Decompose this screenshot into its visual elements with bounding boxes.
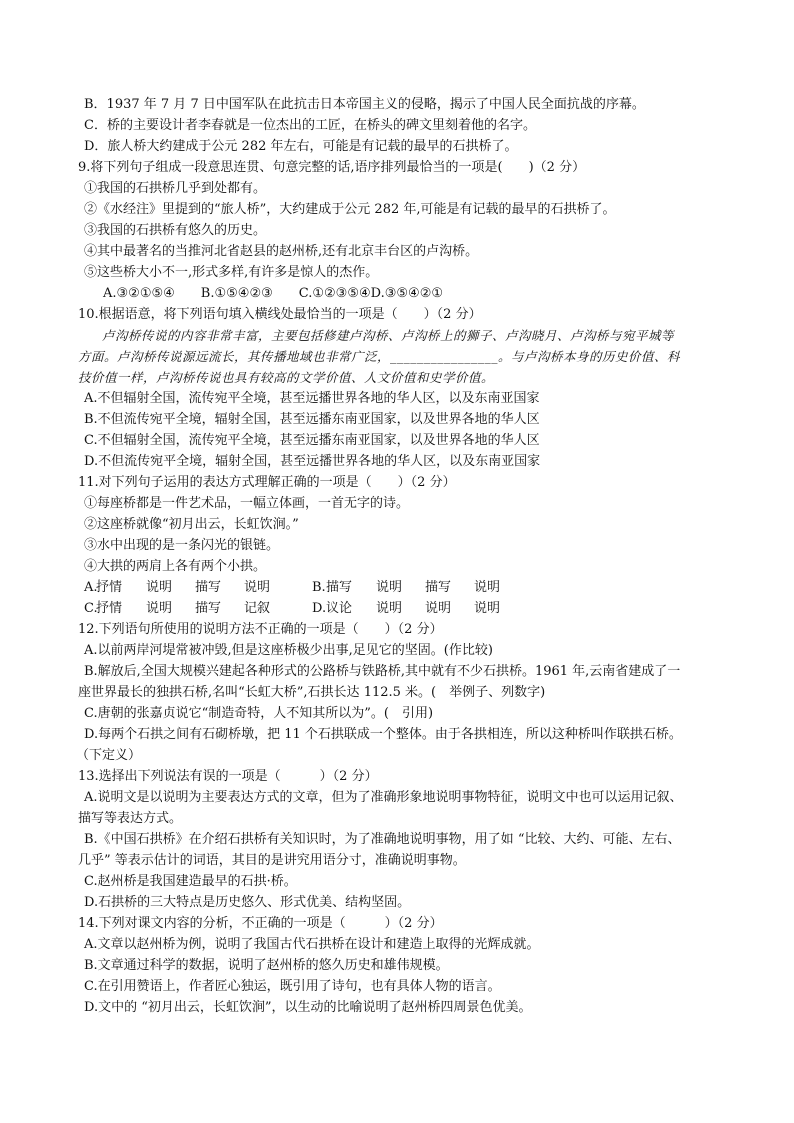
q11-option-letter: B. — [312, 580, 326, 595]
q11-option-letter: D. — [312, 601, 327, 616]
q11-option-word: 说明 — [146, 601, 173, 616]
q13-option-b-line-1: B.《中国石拱桥》在介绍石拱桥有关知识时，为了准确地说明事物，用了如 “比较、大约、可能、左右、 — [84, 832, 681, 847]
question-13: 13.选择出下列说法有误的一项是（ ）（2 分） — [78, 769, 378, 784]
q9-options: A.③②①⑤④ B.①⑤④②③ C.①②③⑤④D.③⑤④②① — [103, 286, 443, 301]
q9-sentence-3: ③我国的石拱桥有悠久的历史。 — [84, 223, 267, 238]
q14-option-b: B.文章通过科学的数据，说明了赵州桥的悠久历史和雄伟规模。 — [84, 958, 449, 973]
q10-option-c: C.不但辐射全国，流传宛平全境，甚至远播东南亚国家，以及世界各地的华人区 — [84, 433, 540, 448]
q13-option-b-line-2: 几乎” 等表示估计的词语，其目的是讲究用语分寸，准确说明事物。 — [78, 853, 466, 868]
q14-option-c: C.在引用赞语上，作者匠心独运，既引用了诗句，也有具体人物的语言。 — [84, 979, 501, 994]
q8-option-b: B．1937 年 7 月 7 日中国军队在此抗击日本帝国主义的侵略，揭示了中国人民全面抗战的序幕。 — [84, 97, 645, 112]
q11-sentence-2: ②这座桥就像“初月出云，长虹饮涧。” — [84, 517, 299, 532]
q10-option-b: B.不但流传宛平全境，辐射全国，甚至远播东南亚国家，以及世界各地的华人区 — [84, 412, 540, 427]
q11-option-word: 抒情 — [96, 601, 123, 616]
q11-option-word: 说明 — [244, 580, 271, 595]
q11-option-word: 描写 — [425, 580, 452, 595]
q11-sentence-4: ④大拱的两肩上各有两个小拱。 — [84, 559, 267, 574]
q13-option-a-line-2: 描写等表达方式。 — [78, 811, 183, 826]
q11-option-letter: C. — [84, 601, 98, 616]
q10-option-a: A.不但辐射全国，流传宛平全境，甚至远播世界各地的华人区，以及东南亚国家 — [84, 391, 540, 406]
q9-sentence-1: ①我国的石拱桥几乎到处都有。 — [84, 181, 267, 196]
question-11: 11.对下列句子运用的表达方式理解正确的一项是（ ）（2 分） — [78, 475, 456, 490]
question-14: 14.下列对课文内容的分析，不正确的一项是（ ）（2 分） — [78, 916, 443, 931]
q11-option-word: 记叙 — [244, 601, 271, 616]
q11-option-word: 描写 — [195, 580, 222, 595]
q10-option-d: D.不但流传宛平全境，辐射全国，甚至远播世界各地的华人区，以及东南亚国家 — [84, 454, 541, 469]
q11-sentence-3: ③水中出现的是一条闪光的银链。 — [84, 538, 280, 553]
q12-option-d-line-1: D.每两个石拱之间有石砌桥墩，把 11 个石拱联成一个整体。由于各拱相连，所以这种桥叫作联拱石桥。 — [84, 727, 682, 742]
q10-passage-line-1: 卢沟桥传说的内容非常丰富，主要包括修建卢沟桥、卢沟桥上的狮子、卢沟晓月、卢沟桥与宛平城等 — [102, 328, 675, 343]
q12-option-b-line-1: B.解放后,全国大规模兴建起各种形式的公路桥与铁路桥,其中就有不少石拱桥。1961 年,云南省建成了一 — [84, 664, 681, 679]
q11-option-word: 说明 — [474, 580, 501, 595]
q10-passage-line-2: 方面。卢沟桥传说源远流长，其传播地域也非常广泛，________________。与卢沟桥本身的历史价值、科 — [78, 349, 681, 364]
q11-option-word: 说明 — [146, 580, 173, 595]
q12-option-b-line-2: 座世界最长的独拱石桥,名叫“长虹大桥”,石拱长达 112.5 米。( 举例子、列数字) — [78, 685, 546, 700]
q14-option-d: D.文中的 “初月出云，长虹饮涧”，以生动的比喻说明了赵州桥四周景色优美。 — [84, 1000, 532, 1015]
q11-option-word: 抒情 — [96, 580, 123, 595]
q11-option-word: 说明 — [376, 580, 403, 595]
q8-option-d: D．旅人桥大约建成于公元 282 年左右，可能是有记载的最早的石拱桥了。 — [84, 139, 518, 154]
question-12: 12.下列语句所使用的说明方法不正确的一项是（ ）（2 分） — [78, 622, 443, 637]
q9-sentence-2: ②《水经注》里提到的“旅人桥”，大约建成于公元 282 年,可能是有记载的最早的石拱桥了。 — [84, 202, 616, 217]
question-9: 9.将下列句子组成一段意思连贯、句意完整的话,语序排列最恰当的一项是( )（2 分） — [78, 160, 586, 175]
q11-sentence-1: ①每座桥都是一件艺术品，一幅立体画，一首无字的诗。 — [84, 496, 410, 511]
q9-sentence-5: ⑤这些桥大小不一,形式多样,有许多是惊人的杰作。 — [84, 265, 379, 280]
q13-option-c: C.赵州桥是我国建造最早的石拱·桥。 — [84, 874, 297, 889]
q10-passage-line-3: 技价值一样，卢沟桥传说也具有较高的文学价值、人文价值和史学价值。 — [78, 370, 495, 385]
q12-option-c: C.唐朝的张嘉贞说它“制造奇特，人不知其所以为”。( 引用) — [84, 706, 434, 721]
q9-sentence-4: ④其中最著名的当推河北省赵县的赵州桥,还有北京丰台区的卢沟桥。 — [84, 244, 479, 259]
q11-option-word: 描写 — [326, 580, 353, 595]
q11-option-word: 说明 — [425, 601, 452, 616]
q12-option-d-line-2: （下定义） — [76, 748, 142, 763]
q12-option-a: A.以前两岸河堤常被冲毁,但是这座桥极少出事,足见它的坚固。(作比较) — [84, 643, 493, 658]
q11-option-word: 议论 — [326, 601, 353, 616]
q8-option-c: C．桥的主要设计者李春就是一位杰出的工匠，在桥头的碑文里刻着他的名字。 — [84, 118, 536, 133]
q11-option-word: 说明 — [474, 601, 501, 616]
q11-option-word: 描写 — [195, 601, 222, 616]
q11-options-row-2 — [84, 599, 524, 619]
q11-options-row-1 — [84, 578, 524, 598]
q11-option-word: 说明 — [376, 601, 403, 616]
question-10: 10.根据语意，将下列语句填入横线处最恰当的一项是（ ）（2 分） — [78, 307, 482, 322]
q13-option-d: D.石拱桥的三大特点是历史悠久、形式优美、结构坚固。 — [84, 895, 411, 910]
q11-option-letter: A. — [84, 580, 98, 595]
q13-option-a-line-1: A.说明文是以说明为主要表达方式的文章，但为了准确形象地说明事物特征，说明文中也可以运用记叙、 — [84, 790, 683, 805]
q14-option-a: A.文章以赵州桥为例，说明了我国古代石拱桥在设计和建造上取得的光辉成就。 — [84, 937, 540, 952]
